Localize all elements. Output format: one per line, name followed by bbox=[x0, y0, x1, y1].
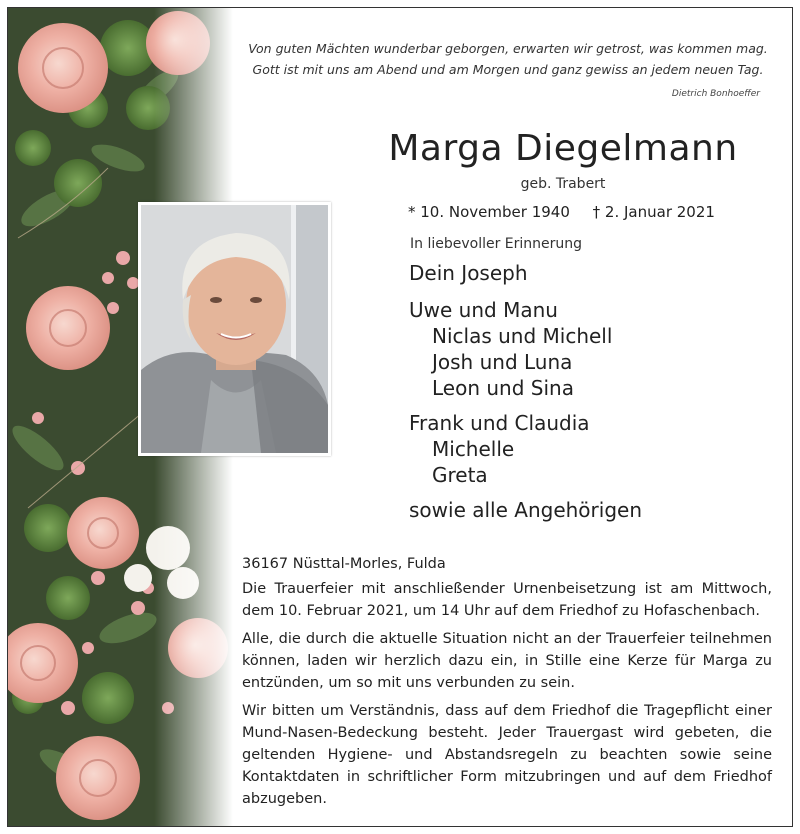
mourner-others: sowie alle Angehörigen bbox=[409, 498, 642, 522]
funeral-info-paragraph: Die Trauerfeier mit anschließender Urnenbeisetzung ist am Mittwoch, dem 10. Februar 2021, um 14 Uhr auf dem Friedhof zu Hofaschenbach. bbox=[242, 581, 772, 619]
quote bbox=[248, 38, 768, 80]
life-dates bbox=[408, 203, 733, 221]
mourner-family-2-child: Michelle bbox=[432, 437, 515, 461]
mourner-family-1-child: Niclas und Michell bbox=[432, 324, 613, 348]
birth-date: * 10. November 1940 bbox=[408, 203, 570, 221]
quote-line-2: Gott ist mit uns am Abend und am Morgen und ganz gewiss an jedem neuen Tag. bbox=[252, 62, 764, 77]
hygiene-paragraph: Wir bitten um Verständnis, dass auf dem Friedhof die Tragepflicht einer Mund-Nasen-Bedeckung besteht. Jeder Trauergast wird gebeten, die geltenden Hygiene- und Abstandsregeln zu beachten sowie seine Kontaktdaten in schriftlicher Form mitzubringen und auf dem Friedhof abzugeben. bbox=[242, 703, 772, 807]
born-name: geb. Trabert bbox=[520, 176, 606, 192]
mourner-family-2-child: Greta bbox=[432, 463, 488, 487]
mourner-family-1: Uwe und Manu bbox=[409, 298, 558, 322]
location: 36167 Nüsttal-Morles, Fulda bbox=[242, 556, 446, 572]
obituary-frame bbox=[7, 7, 793, 827]
memory-heading: In liebevoller Erinnerung bbox=[410, 236, 583, 252]
portrait-photo bbox=[138, 202, 331, 456]
mourner-spouse: Dein Joseph bbox=[409, 261, 528, 285]
candle-paragraph: Alle, die durch die aktuelle Situation nicht an der Trauerfeier teilnehmen können, laden wir herzlich dazu ein, in Stille eine Kerze für Marga zu entzünden, um so mit uns verbunden zu sein. bbox=[242, 631, 772, 691]
quote-author: Dietrich Bonhoeffer bbox=[671, 89, 760, 99]
deceased-name: Marga Diegelmann bbox=[388, 128, 738, 169]
mourner-family-1-child: Leon und Sina bbox=[432, 376, 574, 400]
death-date: † 2. Januar 2021 bbox=[592, 203, 715, 221]
mourner-family-2: Frank und Claudia bbox=[409, 411, 590, 435]
mourner-family-1-child: Josh und Luna bbox=[432, 350, 573, 374]
quote-line-1: Von guten Mächten wunderbar geborgen, erwarten wir getrost, was kommen mag. bbox=[248, 41, 768, 56]
